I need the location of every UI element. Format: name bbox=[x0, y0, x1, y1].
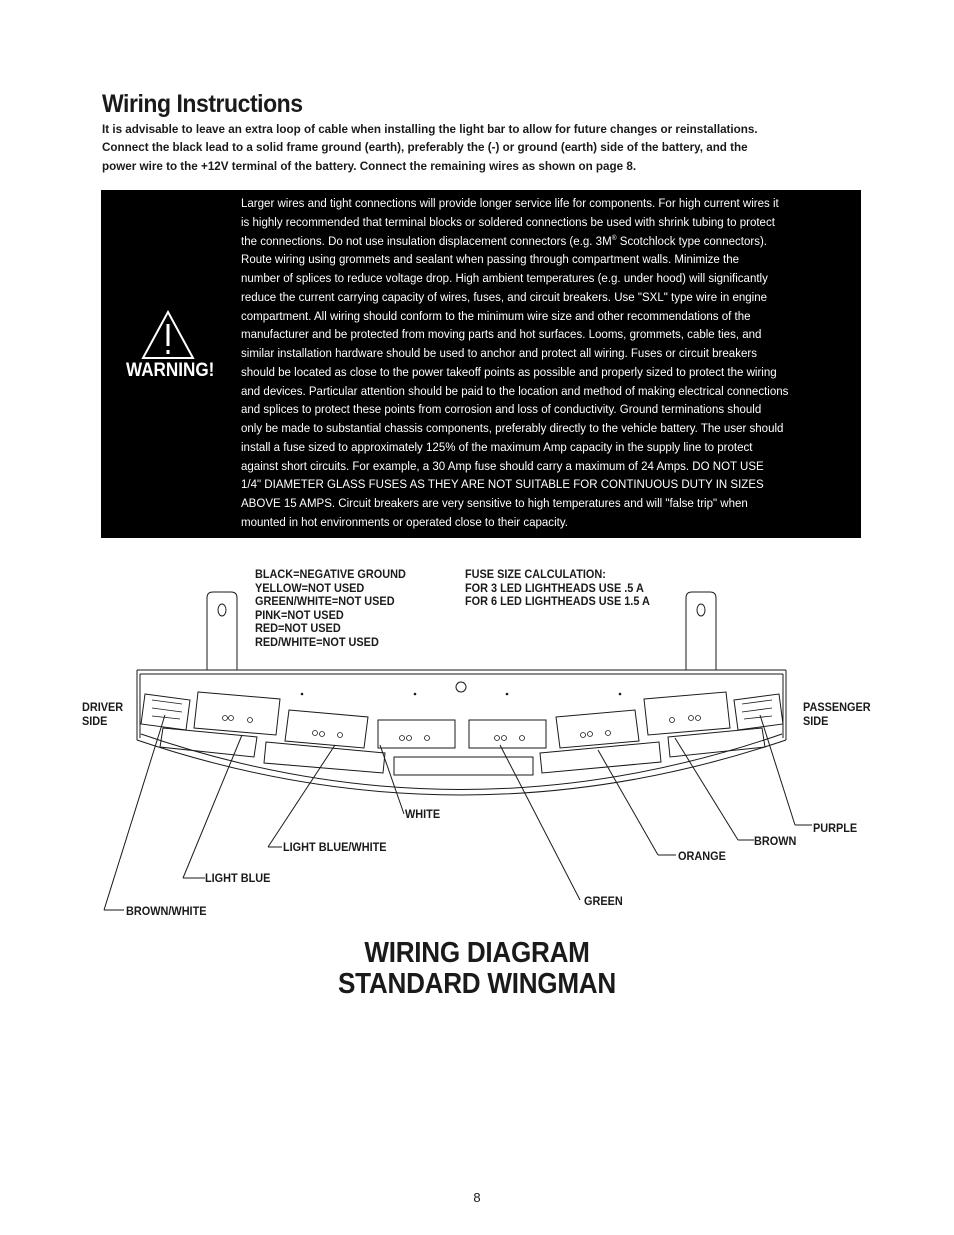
warning-line: reduce the current carrying capacity of wires, fuses, and circuit breakers. Use "SXL" type wire in engine bbox=[241, 289, 768, 304]
warning-line: manufacturer and be protected from moving parts and hot surfaces. Looms, grommets, cable ties, and bbox=[241, 327, 762, 342]
warning-line: number of splices to reduce voltage drop. High ambient temperatures (e.g. under hood) will significantly bbox=[241, 271, 768, 285]
lighthead-details bbox=[152, 700, 772, 741]
wire-label-brown: BROWN bbox=[754, 835, 797, 848]
warning-line: and devices. Particular attention should be paid to the location and method of making electrical connections bbox=[241, 383, 789, 398]
page-number: 8 bbox=[473, 1190, 481, 1205]
wire-label-purple: PURPLE bbox=[813, 822, 858, 835]
diagram-title bbox=[0, 938, 954, 1000]
side-label-line: DRIVER bbox=[82, 701, 124, 714]
warning-line: Route wiring using grommets and sealant when passing through compartment walls. Minimize the bbox=[241, 252, 740, 267]
legend-entry: YELLOW=NOT USED bbox=[255, 581, 365, 595]
intro-line: Connect the black lead to a solid frame ground (earth), preferably the (-) or ground (earth) side of the battery, and the bbox=[102, 140, 748, 155]
warning-line-text: the connections. Do not use insulation displacement connectors (e.g. 3M bbox=[241, 233, 612, 248]
warning-line: is highly recommended that terminal blocks or soldered connections be used with shrink tubing to protect bbox=[241, 214, 775, 229]
fuse-legend-entry: FOR 6 LED LIGHTHEADS USE 1.5 A bbox=[465, 595, 650, 609]
warning-line: against short circuits. For example, a 30 Amp fuse should carry a maximum of 24 Amps. DO NOT USE bbox=[241, 458, 764, 473]
lens-slots bbox=[160, 728, 765, 775]
wire-label-white: WHITE bbox=[405, 808, 441, 821]
lightbar-housing bbox=[137, 670, 786, 795]
wire-label-light-blue-white: LIGHT BLUE/WHITE bbox=[283, 841, 387, 854]
page-heading: Wiring Instructions bbox=[102, 90, 303, 118]
diagram-title-line: STANDARD WINGMAN bbox=[338, 968, 616, 1000]
registered-mark: ® bbox=[611, 234, 617, 242]
warning-line: and splices to protect these points from corrosion and loss of conductivity. Ground terminations should bbox=[241, 402, 762, 417]
wire-label-orange: ORANGE bbox=[678, 850, 726, 863]
side-label-line: SIDE bbox=[803, 714, 829, 728]
warning-line: compartment. All wiring should conform to the minimum wire size and other recommendations of the bbox=[241, 308, 751, 323]
fuse-legend-entry: FOR 3 LED LIGHTHEADS USE .5 A bbox=[465, 581, 644, 595]
side-label-line: PASSENGER bbox=[803, 701, 871, 714]
intro-line: power wire to the +12V terminal of the battery. Connect the remaining wires as shown on page 8. bbox=[102, 158, 637, 173]
diagram-title-line: WIRING DIAGRAM bbox=[364, 937, 590, 969]
lighthead-modules bbox=[141, 692, 783, 748]
warning-line: similar installation hardware should be used to anchor and protect all wiring. Fuses or circuit breakers bbox=[241, 346, 757, 360]
lightbar-screws bbox=[301, 693, 622, 696]
fuse-legend-entry: FUSE SIZE CALCULATION: bbox=[465, 568, 606, 581]
wire-label-brown-white: BROWN/WHITE bbox=[126, 905, 207, 918]
legend-entry: BLACK=NEGATIVE GROUND bbox=[255, 568, 406, 581]
legend-entry: PINK=NOT USED bbox=[255, 608, 344, 622]
warning-line: install a fuse sized to approximately 125% of the maximum Amp capacity in the supply line to protect bbox=[241, 439, 753, 454]
legend-entry: RED=NOT USED bbox=[255, 622, 341, 636]
warning-label: WARNING! bbox=[126, 360, 215, 381]
legend-entry: RED/WHITE=NOT USED bbox=[255, 635, 379, 649]
warning-line: only be made to substantial chassis components, preferably directly to the vehicle battery. The user should bbox=[241, 421, 784, 435]
warning-line: mounted in hot environments or operated close to their capacity. bbox=[241, 514, 568, 529]
legend-entry: GREEN/WHITE=NOT USED bbox=[255, 595, 395, 609]
warning-line-tail: Scotchlock type connectors). bbox=[616, 233, 768, 248]
wire-label-green: GREEN bbox=[584, 895, 623, 908]
right-mounting-bracket bbox=[686, 592, 716, 670]
wire-label-light-blue: LIGHT BLUE bbox=[205, 872, 271, 885]
warning-line: ABOVE 15 AMPS. Circuit breakers are very sensitive to high temperatures and will "false trip" when bbox=[241, 496, 748, 510]
warning-line: should be located as close to the power takeoff points as possible and properly sized to protect the wiring bbox=[241, 364, 777, 379]
intro-line: It is advisable to leave an extra loop of cable when installing the light bar to allow for future changes or reinstallations. bbox=[102, 122, 758, 136]
warning-line: 1/4" DIAMETER GLASS FUSES AS THEY ARE NOT SUITABLE FOR CONTINUOUS DUTY IN SIZES bbox=[241, 477, 764, 492]
warning-line: Larger wires and tight connections will provide longer service life for components. For high current wires it bbox=[241, 196, 779, 210]
left-mounting-bracket bbox=[207, 592, 237, 670]
side-label-line: SIDE bbox=[82, 714, 108, 728]
